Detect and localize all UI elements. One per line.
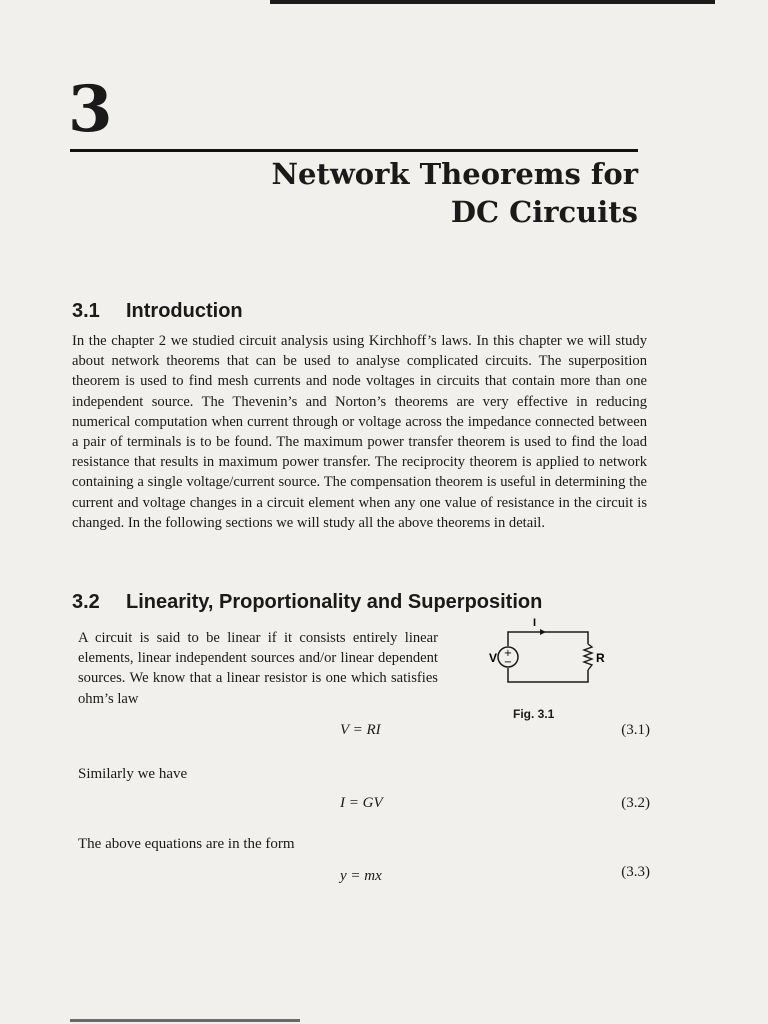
similarly-text: Similarly we have <box>78 766 188 782</box>
equation-3-2: I = GV <box>340 795 383 811</box>
equation-3-3: y = mx <box>340 868 382 884</box>
equation-number: (3.2) <box>621 795 650 811</box>
current-arrow-icon <box>540 629 546 635</box>
equation-number: (3.1) <box>621 722 650 738</box>
equation-3-1: V = RI <box>340 722 381 738</box>
chapter-title-line-2: DC Circuits <box>450 195 638 229</box>
current-label: I <box>533 617 537 629</box>
plus-sign: + <box>503 648 513 659</box>
minus-sign: − <box>503 657 513 668</box>
equation-number: (3.3) <box>621 864 650 880</box>
bottom-edge-bar <box>70 1019 300 1022</box>
chapter-title-line-1: Network Theorems for <box>271 157 638 191</box>
resistor-label: R <box>596 651 605 665</box>
circuit-wire <box>508 632 588 682</box>
section-heading-linearity <box>72 591 542 614</box>
chapter-number: 3 <box>68 72 113 147</box>
introduction-paragraph: In the chapter 2 we studied circuit analysis using Kirchhoff’s laws. In this chapter we will study about network theorems that can be used to analyse complicated circuits. The superposition theorem is used to find mesh currents and node voltages in circuits that contain more than one independent source. The Thevenin’s and Norton’s theorems are very effective in reducing numerical computation when current through or voltage across the impedance connected between a pair of terminals is to be found. The maximum power transfer theorem is used to find the load resistance that results in maximum power transfer. The reciprocity theorem is applied to network containing a single voltage/current source. The compensation theorem is useful in determining the current and voltage changes in a circuit element when any one value of resistance in the circuit is changed. In the following sections we will study all the above theorems in detail. <box>72 333 647 531</box>
section-title: Linearity, Proportionality and Superposition <box>126 591 543 613</box>
source-label: V <box>489 651 498 665</box>
linearity-paragraph: A circuit is said to be linear if it consists entirely linear elements, linear independent sources and/or linear dependent sources. We know that a linear resistor is one which satisfies ohm’s law <box>78 630 438 707</box>
circuit-figure <box>478 612 618 722</box>
chapter-rule <box>70 149 638 152</box>
section-number: 3.1 <box>72 300 100 322</box>
figure-caption: Fig. 3.1 <box>513 707 555 721</box>
section-title: Introduction <box>126 300 243 322</box>
section-heading-introduction <box>72 300 243 323</box>
form-text: The above equations are in the form <box>78 836 295 852</box>
top-edge-bar <box>270 0 715 4</box>
section-number: 3.2 <box>72 591 100 613</box>
chapter-title <box>271 155 638 231</box>
